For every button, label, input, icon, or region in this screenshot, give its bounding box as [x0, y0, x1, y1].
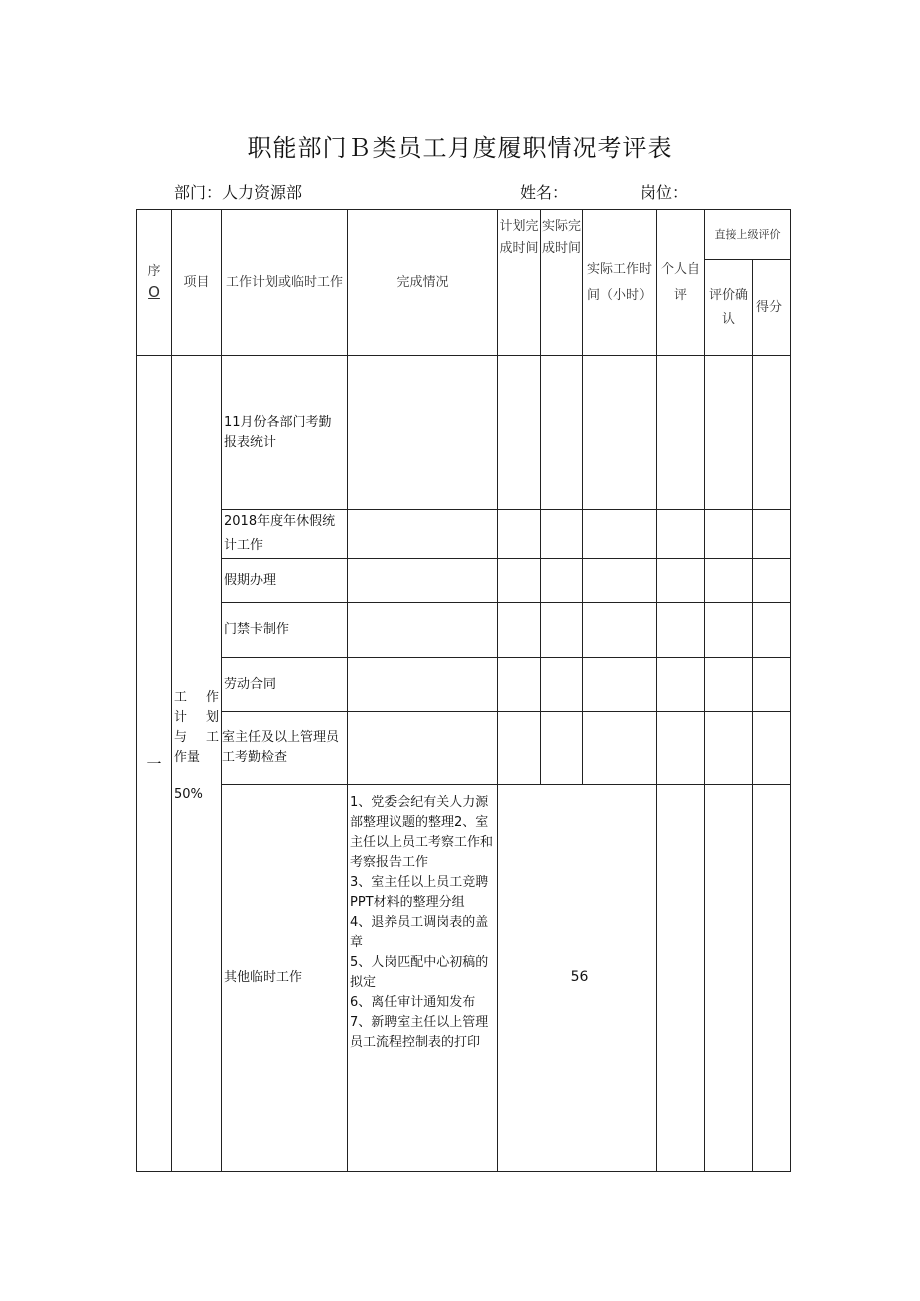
name-label: 姓名：	[520, 183, 569, 202]
evaluation-table	[136, 209, 791, 1172]
hours-cell	[583, 658, 657, 712]
header-confirm: 评价确认	[705, 260, 753, 356]
hours-cell	[583, 356, 657, 510]
item-cell: 其他临时工作	[222, 785, 348, 1172]
table-row	[137, 356, 791, 510]
hours-cell	[583, 712, 657, 785]
header-project: 项目	[172, 210, 222, 356]
table-row	[137, 603, 791, 658]
completion-cell	[348, 510, 498, 559]
item-cell: 劳动合同	[222, 658, 348, 712]
header-seq: 序 O	[137, 210, 172, 356]
header-score: 得分	[753, 260, 791, 356]
item-cell: 门禁卡制作	[222, 603, 348, 658]
hours-cell	[583, 559, 657, 603]
item-cell: 室主任及以上管理员工考勤检查	[222, 712, 348, 785]
section-weight: 50%	[174, 787, 203, 802]
completion-cell	[348, 559, 498, 603]
header-actual-time: 实际完成时间	[541, 210, 583, 356]
completion-cell	[348, 658, 498, 712]
header-completion: 完成情况	[348, 210, 498, 356]
header-supervisor-group: 直接上级评价	[705, 210, 791, 260]
section-seq: 一	[137, 356, 172, 1172]
section-category: 工 作 计 划 与 工 作量 50%	[172, 356, 222, 1172]
completion-cell: 1、党委会纪有关人力源部整理议题的整理2、室主任以上员工考察工作和考察报告工作 3、室主任以上员工竞聘PPT材料的整理分组 4、退养员工调岗表的盖章 5、人岗匹配中心初稿的拟定 6、离任审计通知发布 7、新聘室主任以上管理员工流程控制表的打印	[348, 785, 498, 1172]
hours-cell: 56	[498, 785, 657, 1172]
header-actual-hours: 实际工作时间（小时）	[583, 210, 657, 356]
item-cell: 假期办理	[222, 559, 348, 603]
table-row	[137, 658, 791, 712]
header-plan: 工作计划或临时工作	[222, 210, 348, 356]
item-cell: 2018年度年休假统计工作	[222, 510, 348, 559]
completion-cell	[348, 356, 498, 510]
hours-cell	[583, 510, 657, 559]
header-planned-time: 计划完成时间	[498, 210, 541, 356]
table-row	[137, 785, 791, 1172]
completion-cell	[348, 712, 498, 785]
completion-cell	[348, 603, 498, 658]
department-label: 部门：人力资源部	[174, 183, 303, 202]
position-label: 岗位：	[640, 183, 689, 202]
item-cell: 11月份各部门考勤报表统计	[222, 356, 348, 510]
form-title: 职能部门Ｂ类员工月度履职情况考评表	[247, 134, 673, 162]
table-row	[137, 510, 791, 559]
hours-cell	[583, 603, 657, 658]
table-row	[137, 559, 791, 603]
header-self-eval: 个人自评	[657, 210, 705, 356]
table-row	[137, 712, 791, 785]
